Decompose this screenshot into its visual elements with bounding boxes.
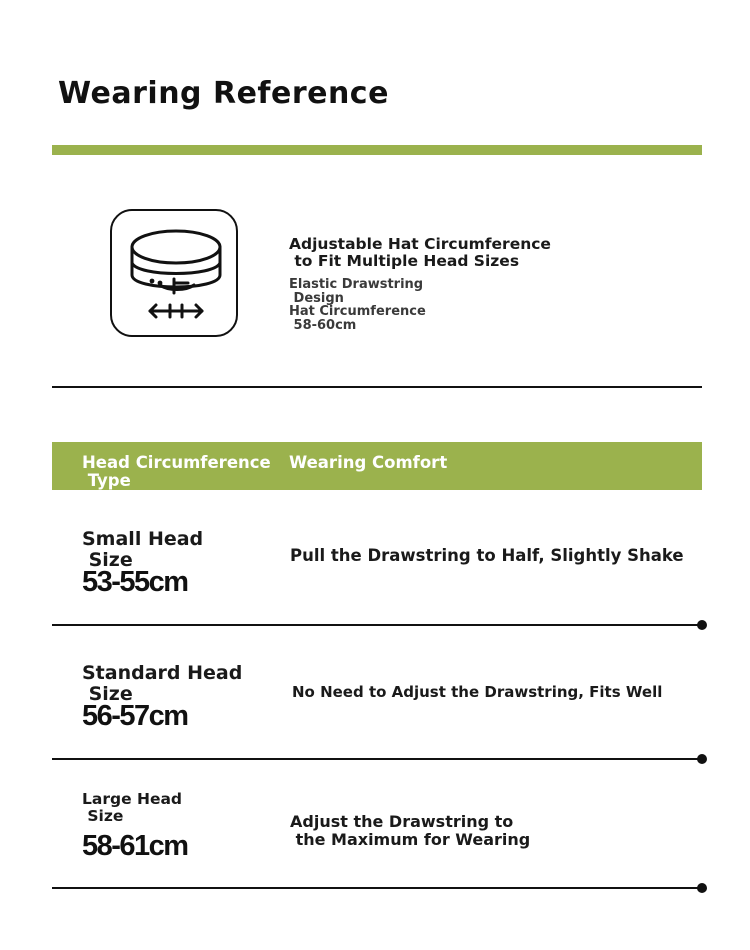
row-small-type: Small Head Size (82, 528, 204, 571)
row-small-comfort: Pull the Drawstring to Half, Slightly Shake (290, 546, 684, 565)
header-head-circumference-type: Head Circumference Type (82, 453, 271, 490)
row-large-comfort: Adjust the Drawstring to the Maximum for Wearing (290, 812, 531, 849)
row-divider-dot (697, 883, 707, 893)
feature-headline: Adjustable Hat Circumference to Fit Multiple Head Sizes (289, 235, 551, 270)
section-divider (52, 386, 702, 388)
row-small-size: 53-55cm (82, 566, 188, 598)
row-divider-dot (697, 754, 707, 764)
header-wearing-comfort: Wearing Comfort (289, 453, 448, 472)
hat-circumference-icon (110, 209, 238, 337)
row-divider (52, 624, 702, 626)
row-standard-type: Standard Head Size (82, 662, 243, 705)
row-divider (52, 887, 702, 889)
row-large-size: 58-61cm (82, 830, 188, 862)
row-divider-dot (697, 620, 707, 630)
page-title: Wearing Reference (58, 76, 389, 111)
row-standard-comfort: No Need to Adjust the Drawstring, Fits Well (292, 683, 663, 701)
feature-details: Elastic Drawstring Design Hat Circumference 58-60cm (289, 277, 426, 333)
row-large-type: Large Head Size (82, 790, 183, 825)
hat-band-svg (112, 211, 235, 334)
row-divider (52, 758, 702, 760)
row-standard-size: 56-57cm (82, 700, 188, 732)
title-underline-bar (52, 145, 702, 155)
